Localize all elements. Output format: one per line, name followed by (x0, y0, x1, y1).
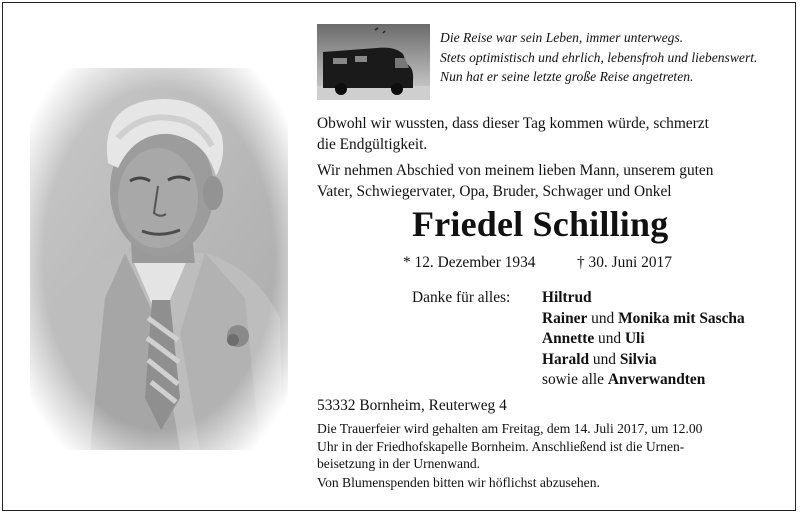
mourner-row (542, 288, 745, 309)
mourner-name: Monika mit Sascha (618, 309, 745, 327)
service-line: Uhr in der Friedhofskapelle Bornheim. Anschließend ist die Urnen- (317, 438, 685, 454)
intro-paragraph (317, 114, 709, 155)
mourner-name: Rainer (542, 309, 588, 327)
thanks-label: Danke für alles: (412, 289, 511, 306)
mourners-list (542, 288, 745, 391)
birth-date: * 12. Dezember 1934 (403, 254, 536, 271)
farewell-line: Wir nehmen Abschied von meinem lieben Mann, unserem guten (317, 162, 714, 179)
mourner-row (542, 350, 745, 371)
mourner-name: Uli (624, 330, 645, 347)
mourner-row (542, 309, 745, 330)
farewell-line: Vater, Schwiegervater, Opa, Bruder, Schwager und Onkel (317, 182, 672, 200)
death-date: † 30. Juni 2017 (577, 254, 672, 271)
intro-line: Obwohl wir wussten, dass dieser Tag kommen würde, schmerzt (317, 115, 709, 132)
relatives-label: Anverwandten (607, 371, 706, 388)
camper-van-image (317, 24, 430, 100)
mourner-name: Hiltrud (542, 289, 592, 306)
funeral-service-info (317, 420, 702, 473)
poem-line: Stets optimistisch und ehrlich, lebensfroh und liebenswert. (440, 49, 758, 65)
mourner-row (542, 370, 745, 391)
portrait-photo (30, 68, 288, 450)
conjunction: und (587, 309, 619, 327)
mourner-row (542, 329, 745, 350)
poem-line: Nun hat er seine letzte große Reise angetreten. (440, 69, 694, 84)
mourner-name: Annette (542, 330, 595, 347)
service-line: Die Trauerfeier wird gehalten am Freitag, dem 14. Juli 2017, um 12.00 (317, 421, 703, 436)
poem-line: Die Reise war sein Leben, immer unterwegs. (440, 30, 684, 45)
poem (440, 28, 757, 87)
service-line: beisetzung in der Urnenwand. (317, 456, 481, 471)
family-address: 53332 Bornheim, Reuterweg 4 (317, 397, 507, 414)
conjunction: und (589, 350, 620, 368)
deceased-name: Friedel Schilling (412, 204, 669, 244)
mourner-name: Harald (542, 350, 590, 368)
mourner-name: Silvia (619, 350, 657, 368)
conjunction: und (594, 330, 625, 347)
farewell-paragraph (317, 161, 713, 202)
intro-line: die Endgültigkeit. (317, 135, 428, 153)
flowers-note: Von Blumenspenden bitten wir höflichst abzusehen. (317, 475, 600, 490)
relatives-prefix: sowie alle (542, 371, 608, 388)
